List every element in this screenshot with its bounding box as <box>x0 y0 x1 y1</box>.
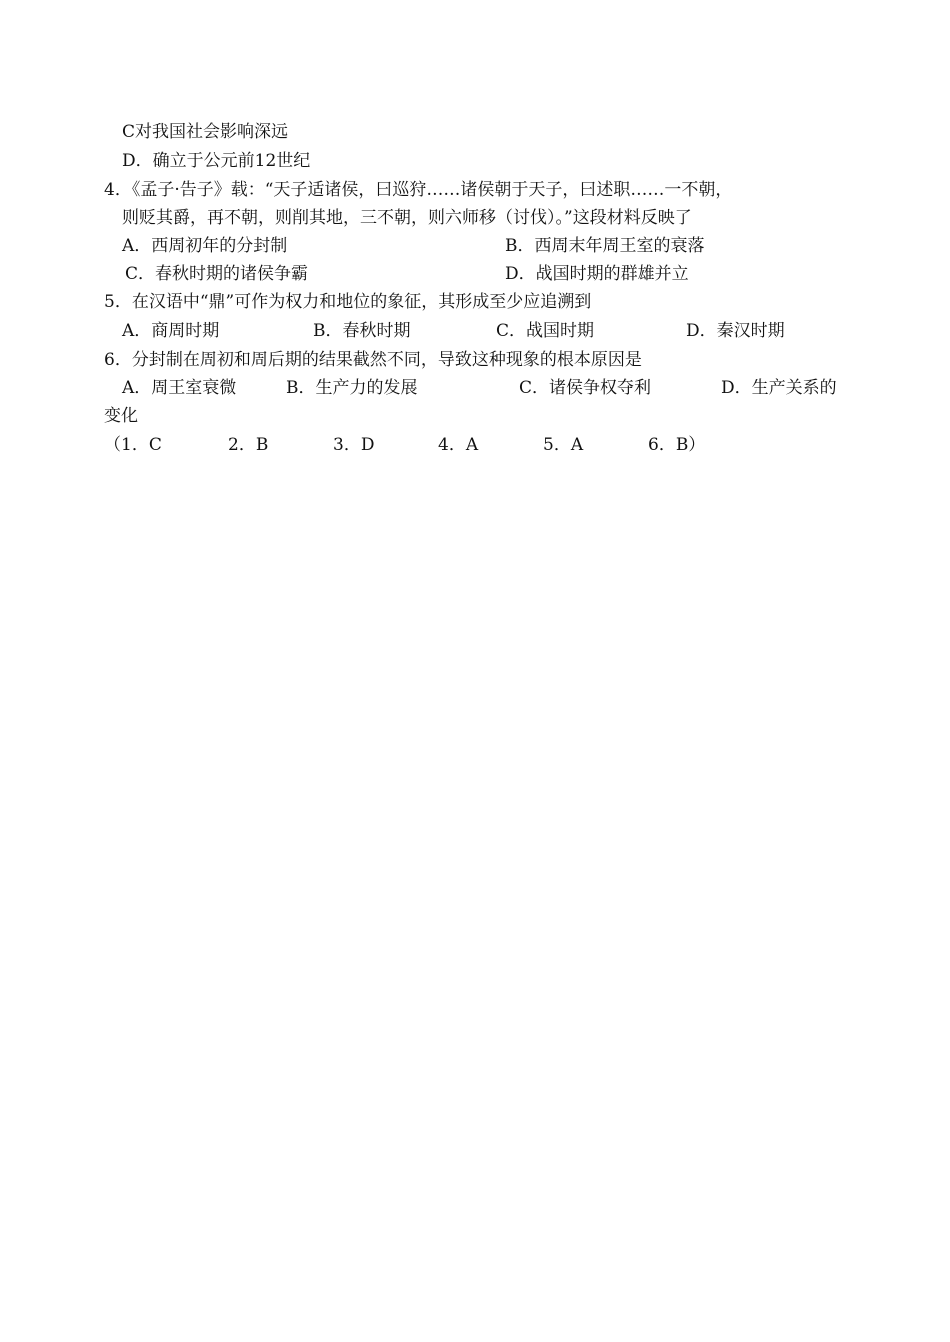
answer-6: 6．B） <box>648 435 706 455</box>
q6-option-a: A．周王室衰微 <box>122 378 237 398</box>
q4-stem-line2: 则贬其爵，再不朝，则削其地，三不朝，则六师移（讨伐）。”这段材料反映了 <box>122 208 692 228</box>
answer-5: 5．A <box>543 435 584 455</box>
q4-option-b: B．西周末年周王室的衰落 <box>505 236 705 256</box>
q4-stem-line1: 4．《孟子·告子》载：“天子适诸侯，曰巡狩……诸侯朝于天子，曰述职……一不朝， <box>104 180 733 200</box>
q6-option-c: C．诸侯争权夺利 <box>519 378 652 398</box>
answer-3: 3．D <box>333 435 375 455</box>
q3-option-d: D．确立于公元前12世纪 <box>122 151 311 171</box>
q5-option-a: A．商周时期 <box>122 321 220 341</box>
q3-option-c: C对我国社会影响深远 <box>122 122 289 142</box>
q6-option-d-wrap: 变化 <box>104 406 138 426</box>
q4-option-a: A．西周初年的分封制 <box>122 236 288 256</box>
q4-option-c: C．春秋时期的诸侯争霸 <box>125 264 309 284</box>
q4-option-d: D．战国时期的群雄并立 <box>505 264 689 284</box>
q5-option-c: C．战国时期 <box>496 321 595 341</box>
answer-4: 4．A <box>438 435 479 455</box>
answer-2: 2．B <box>228 435 269 455</box>
q6-option-b: B．生产力的发展 <box>286 378 418 398</box>
q5-stem: 5．在汉语中“鼎”可作为权力和地位的象征，其形成至少应追溯到 <box>104 292 592 312</box>
answer-key <box>104 435 162 455</box>
q6-option-d: D．生产关系的 <box>721 378 837 398</box>
q6-stem: 6．分封制在周初和周后期的结果截然不同，导致这种现象的根本原因是 <box>104 350 642 370</box>
answer-1: （1．C <box>104 435 162 455</box>
q5-option-d: D．秦汉时期 <box>686 321 785 341</box>
q5-option-b: B．春秋时期 <box>313 321 411 341</box>
